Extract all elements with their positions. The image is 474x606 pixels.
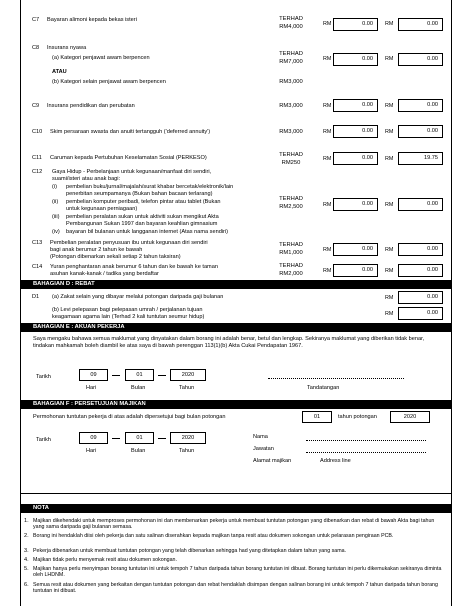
c12-limit-1: TERHAD <box>279 196 303 202</box>
nota-item: Pekerja dibenarkan untuk membuat tuntutan potongan yang telah dibenarkan sehingga had yang ditetapkan dalam tahun yang sama. <box>33 548 347 554</box>
nota-divider <box>21 493 451 494</box>
c13-limit-1: TERHAD <box>279 242 303 248</box>
c12-i-2: penerbitan seumpamanya (Bukan bahan bacaan terlarang) <box>66 191 213 197</box>
d1-b-value[interactable]: 0.00 <box>398 307 443 320</box>
c12-i-num: (i) <box>52 184 57 190</box>
rm-label: RM <box>385 247 394 253</box>
rm-label: RM <box>323 103 332 109</box>
nota-number: 5. <box>24 566 29 572</box>
c14-label-1: Yuran penghantaran anak berumur 6 tahun dan ke bawah ke taman <box>50 264 218 270</box>
section-f-header: BAHAGIAN F : PERSETUJUAN MAJIKAN <box>21 400 451 409</box>
c8-a-label: (a) Kategori penjawat awam berpencen <box>52 55 150 61</box>
f-month-date-box[interactable]: 01 <box>125 432 154 444</box>
c7-limit-1: TERHAD <box>279 16 303 22</box>
c9-value-1[interactable]: 0.00 <box>333 99 378 112</box>
d1-b-label-1: (b) Levi pelepasan bagi pelepasan umrah / perjalanan tujuan <box>52 307 203 313</box>
c11-value-2[interactable]: 19.75 <box>398 152 443 165</box>
c14-value-2[interactable]: 0.00 <box>398 264 443 277</box>
c8-label: Insurans nyawa <box>47 45 87 51</box>
page-frame <box>20 0 452 606</box>
c7-value-2[interactable]: 0.00 <box>398 18 443 31</box>
f-date-separator <box>112 438 120 439</box>
c12-label-1: Gaya Hidup - Perbelanjaan untuk kegunaan/manfaat diri sendiri, <box>52 169 212 175</box>
c13-label-3: (Potongan dibenarkan sekali setiap 2 tahun taksiran) <box>50 254 181 260</box>
c8-value-2[interactable]: 0.00 <box>398 53 443 66</box>
e-year-box[interactable]: 2020 <box>170 369 206 381</box>
c12-ii-1: pembelian komputer peribadi, telefon pintar atau tablet (Bukan <box>66 199 221 205</box>
c12-code: C12 <box>32 169 43 175</box>
e-date-label: Tarikh <box>36 374 51 380</box>
c9-value-2[interactable]: 0.00 <box>398 99 443 112</box>
rm-label: RM <box>323 21 332 27</box>
c10-value-1[interactable]: 0.00 <box>333 125 378 138</box>
nota-item: Majikan dikehendaki untuk memproses permohonan ini dan membenarkan pekerja untuk membuat tuntutan potongan yang dibenarkan dan rebat di bawah Akta bagi tahun yang sama daripada gaji bulanan semasa. <box>33 518 435 531</box>
f-month-caption: Bulan <box>131 448 146 454</box>
section-e-header: BAHAGIAN E : AKUAN PEKERJA <box>21 323 451 332</box>
c7-value-1[interactable]: 0.00 <box>333 18 378 31</box>
nota-item: Majikan hanya perlu menyimpan borang tuntutan ini untuk tempoh 7 tahun daripada tahun borang tuntutan ini dibuat. Borang tuntutan ini perlu dikemukakan sekiranya diminta oleh LHDNM. <box>33 566 442 579</box>
d1-b-label-2: keagamaan agama lain (Terhad 2 kali tuntutan seumur hidup) <box>52 314 205 320</box>
nota-number: 4. <box>24 557 29 563</box>
c11-limit-1: TERHAD <box>279 152 303 158</box>
f-statement: Permohonan tuntutan pekerja di atas adalah dipersetujui bagi bulan potongan <box>33 414 226 420</box>
signature-line[interactable] <box>268 378 404 379</box>
e-date-separator <box>158 375 166 376</box>
c14-label-2: asuhan kanak-kanak / tadika yang berdaftar <box>50 271 159 277</box>
rm-label: RM <box>323 268 332 274</box>
alamat-label: Alamat majikan <box>253 458 292 464</box>
c10-code: C10 <box>32 129 43 135</box>
rm-label: RM <box>385 202 394 208</box>
c13-value-2[interactable]: 0.00 <box>398 243 443 256</box>
e-day-box[interactable]: 09 <box>79 369 108 381</box>
rm-label: RM <box>385 129 394 135</box>
rm-label: RM <box>385 21 394 27</box>
c12-iii-2: Pembangunan Sukan 1997 dan bayaran keahlian gimnasium <box>66 221 218 227</box>
c10-label: Skim persaraan swasta dan anuiti tertangguh ('deferred annuity') <box>50 129 211 135</box>
c12-value-1[interactable]: 0.00 <box>333 198 378 211</box>
c8-limit-1: TERHAD <box>279 51 303 57</box>
c8-value-1[interactable]: 0.00 <box>333 53 378 66</box>
f-day-caption: Hari <box>86 448 97 454</box>
c12-ii-num: (ii) <box>52 199 59 205</box>
d1-a-value[interactable]: 0.00 <box>398 291 443 304</box>
jawatan-field[interactable] <box>306 452 426 453</box>
alamat-value: Address line <box>320 458 351 464</box>
c12-limit-2: RM2,500 <box>279 204 303 210</box>
c11-code: C11 <box>32 155 42 161</box>
e-date-separator <box>112 375 120 376</box>
rm-label: RM <box>385 156 394 162</box>
c13-code: C13 <box>32 240 43 246</box>
c12-label-2: suami/isteri atau anak bagi: <box>52 176 121 182</box>
c14-code: C14 <box>32 264 43 270</box>
c7-limit-2: RM4,000 <box>279 24 303 30</box>
c12-iv-num: (iv) <box>52 229 60 235</box>
f-date-separator <box>158 438 166 439</box>
signature-label: Tandatangan <box>307 385 340 391</box>
c12-value-2[interactable]: 0.00 <box>398 198 443 211</box>
c12-ii-2: untuk kegunaan perniagaan) <box>66 206 138 212</box>
f-year-label: tahun potongan <box>338 414 377 420</box>
f-month-box[interactable]: 01 <box>302 411 332 423</box>
c14-limit-2: RM2,000 <box>279 271 303 277</box>
c13-label-1: Pembelian peralatan penyusuan ibu untuk kegunaan diri sendiri <box>50 240 208 246</box>
f-day-box[interactable]: 09 <box>79 432 108 444</box>
c13-value-1[interactable]: 0.00 <box>333 243 378 256</box>
nota-number: 2. <box>24 533 29 539</box>
rm-label: RM <box>323 202 332 208</box>
c11-value-1[interactable]: 0.00 <box>333 152 378 165</box>
declaration-text: Saya mengaku bahawa semua maklumat yang dinyatakan dalam borang ini adalah benar, betul dan lengkap. Sekiranya maklumat yang diberikan tidak benar, tindakan mahkamah boleh diambil ke atas saya di bawah perenggan 113(1)(b) Akta Cukai Pendapatan 1967. <box>33 336 425 350</box>
c12-iv-1: bayaran bil bulanan untuk langganan internet (Atas nama sendiri) <box>66 229 229 235</box>
d1-code: D1 <box>32 294 40 300</box>
rm-label: RM <box>385 56 394 62</box>
nota-number: 1. <box>24 518 29 524</box>
d1-a-label: (a) Zakat selain yang dibayar melalui potongan daripada gaji bulanan <box>52 294 224 300</box>
nota-number: 6. <box>24 582 29 588</box>
c13-label-2: bagi anak berumur 2 tahun ke bawah <box>50 247 143 253</box>
c8-b-label: (b) Kategori selain penjawat awam berpencen <box>52 79 166 85</box>
f-year-box[interactable]: 2020 <box>390 411 430 423</box>
c8-code: C8 <box>32 45 40 51</box>
f-year-caption: Tahun <box>179 448 195 454</box>
c14-limit-1: TERHAD <box>279 263 303 269</box>
rm-label: RM <box>323 156 332 162</box>
rm-label: RM <box>385 295 394 301</box>
rm-label: RM <box>385 268 394 274</box>
c12-i-1: pembelian buku/jurnal/majalah/surat khabar bercetak/elektronik/lain <box>66 184 234 190</box>
nota-number: 3. <box>24 548 29 554</box>
f-date-label: Tarikh <box>36 437 51 443</box>
c10-limit: RM3,000 <box>279 129 303 135</box>
c12-iii-num: (iii) <box>52 214 60 220</box>
rm-label: RM <box>323 129 332 135</box>
c9-code: C9 <box>32 103 40 109</box>
nama-field[interactable] <box>306 440 426 441</box>
nota-item: Majikan tidak perlu menyemak resit atau dokumen sokongan. <box>33 557 177 563</box>
rm-label: RM <box>323 247 332 253</box>
nama-label: Nama <box>253 434 268 440</box>
c12-iii-1: pembelian peralatan sukan untuk aktiviti sukan mengikut Akta <box>66 214 219 220</box>
c8-or-label: ATAU <box>52 69 67 75</box>
c7-label: Bayaran alimoni kepada bekas isteri <box>47 17 137 23</box>
e-year-caption: Tahun <box>179 385 195 391</box>
rm-label: RM <box>385 311 394 317</box>
nota-item: Borang ini hendaklah diisi oleh pekerja dan satu salinan diserahkan kepada majikan tanpa resit atau dokumen sokongan untuk pelarasan pengiraan PCB. <box>33 533 394 539</box>
c9-label: Insurans pendidikan dan perubatan <box>47 103 135 109</box>
c8-limit-3: RM3,000 <box>279 79 303 85</box>
e-day-caption: Hari <box>86 385 97 391</box>
c9-limit: RM3,000 <box>279 103 303 109</box>
e-month-caption: Bulan <box>131 385 146 391</box>
c14-value-1[interactable]: 0.00 <box>333 264 378 277</box>
f-year-date-box[interactable]: 2020 <box>170 432 206 444</box>
e-month-box[interactable]: 01 <box>125 369 154 381</box>
rm-label: RM <box>385 103 394 109</box>
jawatan-label: Jawatan <box>253 446 274 452</box>
nota-header: NOTA <box>21 504 451 513</box>
rm-label: RM <box>323 56 332 62</box>
section-d-header: BAHAGIAN D : REBAT <box>21 280 451 289</box>
c11-limit-2: RM250 <box>281 160 301 166</box>
nota-item: Semua resit atau dokumen yang berkaitan dengan tuntutan potongan dan rebat hendaklah disimpan dengan salinan borang ini untuk tempoh 7 tahun daripada tahun borang tuntutan ini dibuat. <box>33 582 438 595</box>
c10-value-2[interactable]: 0.00 <box>398 125 443 138</box>
c13-limit-2: RM1,000 <box>279 250 303 256</box>
c7-code: C7 <box>32 17 40 23</box>
c11-label: Caruman kepada Pertubuhan Keselamatan Sosial (PERKESO) <box>50 155 207 161</box>
c8-limit-2: RM7,000 <box>279 59 303 65</box>
